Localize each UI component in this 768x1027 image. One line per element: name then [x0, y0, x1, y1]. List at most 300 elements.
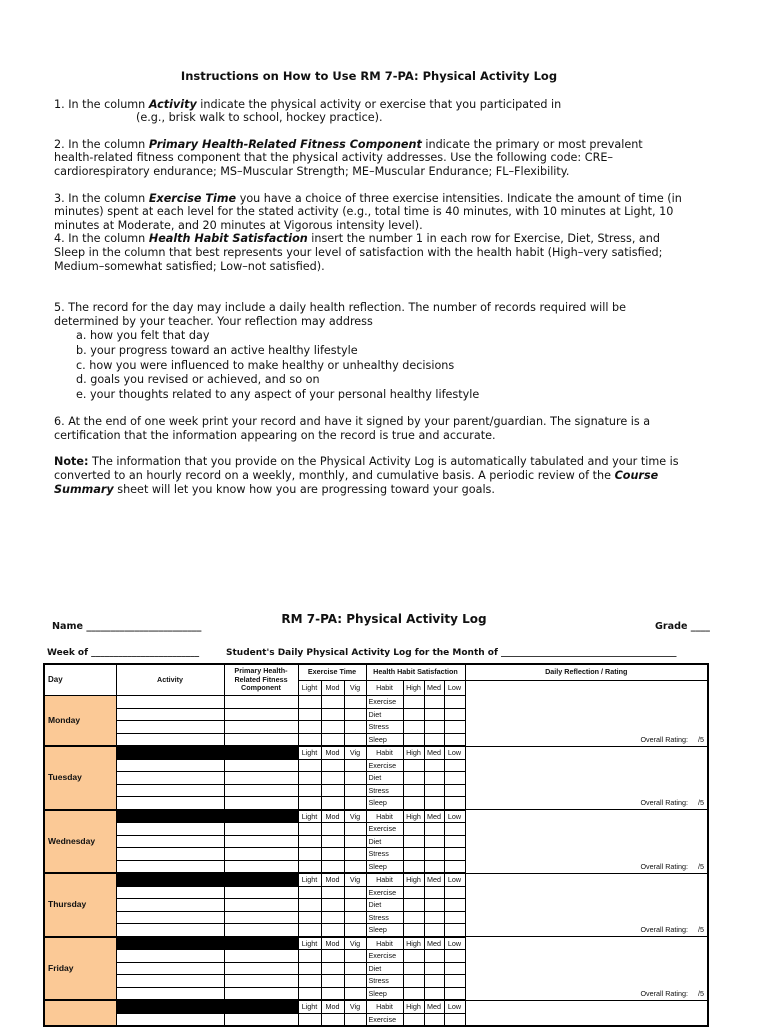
light-input[interactable] [298, 911, 321, 924]
reflection-area[interactable] [465, 1000, 708, 1013]
activity-input[interactable] [116, 848, 224, 861]
subheader-low: Low [444, 810, 465, 823]
light-input[interactable] [298, 784, 321, 797]
mod-input[interactable] [321, 835, 344, 848]
component-cell-blocked [224, 746, 298, 759]
med-input[interactable] [424, 797, 444, 810]
low-input[interactable] [444, 899, 465, 912]
overall-rating-label: Overall Rating: [640, 988, 688, 998]
overall-rating-label: Overall Rating: [640, 861, 688, 871]
activity-input[interactable] [116, 772, 224, 785]
high-input[interactable] [403, 848, 424, 861]
activity-input[interactable] [116, 1013, 224, 1026]
vig-input[interactable] [344, 911, 366, 924]
activity-input[interactable] [116, 924, 224, 937]
list-item: a. how you felt that day [76, 329, 210, 343]
med-input[interactable] [424, 721, 444, 734]
grade-field[interactable]: Grade ____ [655, 621, 710, 632]
mod-input[interactable] [321, 823, 344, 836]
med-input[interactable] [424, 1013, 444, 1026]
reflection-area[interactable] [465, 962, 708, 975]
low-input[interactable] [444, 759, 465, 772]
light-input[interactable] [298, 899, 321, 912]
table-row [44, 1013, 708, 1026]
med-input[interactable] [424, 886, 444, 899]
component-input[interactable] [224, 911, 298, 924]
med-input[interactable] [424, 759, 444, 772]
habit-label: Sleep [366, 733, 403, 746]
subheader-light: Light [298, 810, 321, 823]
light-input[interactable] [298, 733, 321, 746]
overall-rating[interactable] [465, 733, 708, 746]
activity-cell-blocked [116, 937, 224, 950]
component-input[interactable] [224, 848, 298, 861]
overall-rating-label: Overall Rating: [640, 734, 688, 744]
list-item: d. goals you revised or achieved, and so on [76, 373, 320, 387]
high-input[interactable] [403, 772, 424, 785]
day-subheader-row [44, 937, 708, 950]
day-subheader-row [44, 1000, 708, 1013]
table-row [44, 899, 708, 912]
subheader-mod: Mod [321, 810, 344, 823]
med-input[interactable] [424, 987, 444, 1000]
component-input[interactable] [224, 835, 298, 848]
vig-input[interactable] [344, 784, 366, 797]
overall-rating-max: /5 [698, 925, 704, 935]
component-input[interactable] [224, 924, 298, 937]
med-input[interactable] [424, 835, 444, 848]
subheader-low: Low [444, 873, 465, 886]
low-input[interactable] [444, 1013, 465, 1026]
med-input[interactable] [424, 899, 444, 912]
light-input[interactable] [298, 987, 321, 1000]
reflection-area[interactable] [465, 784, 708, 797]
day-label: Wednesday [44, 810, 116, 874]
low-input[interactable] [444, 911, 465, 924]
reflection-area[interactable] [465, 911, 708, 924]
vig-input[interactable] [344, 759, 366, 772]
activity-input[interactable] [116, 886, 224, 899]
subheader-low: Low [444, 746, 465, 759]
vig-input[interactable] [344, 975, 366, 988]
high-input[interactable] [403, 950, 424, 963]
med-input[interactable] [424, 924, 444, 937]
day-label [44, 1000, 116, 1026]
light-input[interactable] [298, 835, 321, 848]
mod-input[interactable] [321, 962, 344, 975]
med-input[interactable] [424, 733, 444, 746]
reflection-area[interactable] [465, 810, 708, 823]
activity-input[interactable] [116, 759, 224, 772]
table-row [44, 848, 708, 861]
activity-input[interactable] [116, 823, 224, 836]
light-input[interactable] [298, 950, 321, 963]
subheader-low: Low [444, 1000, 465, 1013]
subheader-habit: Habit [366, 746, 403, 759]
instruction-3: 3. In the column Exercise Time you have a choice of three exercise intensities. Indicate the amount of time (in minutes) spent at each level for the stated activity (e.g., total time is 40 minutes, with 10 minutes at Light, 10 minutes at Moderate, and 20 minutes at Vigorous intensity level). [54, 191, 682, 232]
vig-input[interactable] [344, 835, 366, 848]
instruction-4: 4. In the column Health Habit Satisfaction insert the number 1 in each row for Exercise, Diet, Stress, and Sleep in the column that best represents your level of satisfaction with the health habit (High–very satisfied; Medium–somewhat satisfied; Low–not satisfied). [54, 232, 663, 273]
low-input[interactable] [444, 784, 465, 797]
subheader-high: High [403, 746, 424, 759]
component-cell-blocked [224, 873, 298, 886]
reflection-area[interactable] [465, 975, 708, 988]
med-input[interactable] [424, 911, 444, 924]
component-input[interactable] [224, 950, 298, 963]
vig-input[interactable] [344, 899, 366, 912]
reflection-area[interactable] [465, 759, 708, 772]
light-input[interactable] [298, 696, 321, 709]
mod-input[interactable] [321, 784, 344, 797]
low-input[interactable] [444, 823, 465, 836]
vig-input[interactable] [344, 696, 366, 709]
med-input[interactable] [424, 848, 444, 861]
mod-input[interactable] [321, 733, 344, 746]
habit-label: Exercise [366, 886, 403, 899]
habit-label: Diet [366, 835, 403, 848]
table-row [44, 975, 708, 988]
name-field[interactable]: Name ________________________ [52, 621, 202, 632]
mod-input[interactable] [321, 848, 344, 861]
overall-rating-max: /5 [698, 798, 704, 808]
light-input[interactable] [298, 721, 321, 734]
component-input[interactable] [224, 784, 298, 797]
activity-cell-blocked [116, 810, 224, 823]
habit-label: Sleep [366, 987, 403, 1000]
mod-input[interactable] [321, 886, 344, 899]
table-row [44, 924, 708, 937]
overall-rating-max: /5 [698, 734, 704, 744]
high-input[interactable] [403, 784, 424, 797]
activity-log-table [43, 663, 709, 1027]
med-input[interactable] [424, 950, 444, 963]
high-input[interactable] [403, 975, 424, 988]
mod-input[interactable] [321, 708, 344, 721]
overall-rating[interactable] [465, 797, 708, 810]
low-input[interactable] [444, 860, 465, 873]
reflection-area[interactable] [465, 772, 708, 785]
reflection-list [54, 329, 684, 402]
activity-input[interactable] [116, 950, 224, 963]
overall-rating[interactable] [465, 987, 708, 1000]
header-component: Primary Health-Related Fitness Component [224, 664, 298, 696]
subheader-light: Light [298, 937, 321, 950]
low-input[interactable] [444, 708, 465, 721]
reflection-area[interactable] [465, 886, 708, 899]
reflection-area[interactable] [465, 746, 708, 759]
day-subheader-row [44, 873, 708, 886]
day-label: Tuesday [44, 746, 116, 810]
mod-input[interactable] [321, 911, 344, 924]
vig-input[interactable] [344, 886, 366, 899]
reflection-area[interactable] [465, 835, 708, 848]
table-row [44, 860, 708, 873]
component-input[interactable] [224, 987, 298, 1000]
activity-input[interactable] [116, 797, 224, 810]
med-input[interactable] [424, 696, 444, 709]
mod-input[interactable] [321, 899, 344, 912]
subheader-light: Light [298, 746, 321, 759]
overall-rating[interactable] [465, 924, 708, 937]
subheader-mod: Mod [321, 746, 344, 759]
reflection-area[interactable] [465, 708, 708, 721]
component-input[interactable] [224, 772, 298, 785]
day-label: Monday [44, 696, 116, 747]
component-input[interactable] [224, 733, 298, 746]
activity-input[interactable] [116, 721, 224, 734]
component-input[interactable] [224, 975, 298, 988]
component-input[interactable] [224, 721, 298, 734]
table-row [44, 772, 708, 785]
header-exercise-time: Exercise Time [298, 664, 366, 680]
mod-input[interactable] [321, 950, 344, 963]
component-input[interactable] [224, 759, 298, 772]
mod-input[interactable] [321, 721, 344, 734]
low-input[interactable] [444, 733, 465, 746]
overall-rating[interactable] [465, 860, 708, 873]
vig-input[interactable] [344, 733, 366, 746]
note: Note: The information that you provide on the Physical Activity Log is automatically tabulated and your time is converted to an hourly record on a weekly, monthly, and cumulative basis. A periodic review of the Course Summary sheet will let you know how you are progressing toward your goals. [54, 455, 679, 496]
activity-input[interactable] [116, 784, 224, 797]
low-input[interactable] [444, 721, 465, 734]
overall-rating-max: /5 [698, 861, 704, 871]
mod-input[interactable] [321, 924, 344, 937]
week-field[interactable]: Week of ________________________ [47, 648, 200, 658]
med-input[interactable] [424, 860, 444, 873]
instruction-2: 2. In the column Primary Health-Related Fitness Component indicate the primary or most prevalent health-related fitness component that the physical activity addresses. Use the following code: CRE–cardiorespiratory endurance; MS–Muscular Strength; ME–Muscular Endurance; FL–Flexibility. [54, 137, 643, 178]
high-input[interactable] [403, 823, 424, 836]
subheader-high: High [403, 937, 424, 950]
subheader-habit: Habit [366, 810, 403, 823]
high-input[interactable] [403, 1013, 424, 1026]
light-input[interactable] [298, 759, 321, 772]
vig-input[interactable] [344, 962, 366, 975]
activity-input[interactable] [116, 835, 224, 848]
low-input[interactable] [444, 696, 465, 709]
reflection-area[interactable] [465, 680, 708, 695]
table-row [44, 708, 708, 721]
component-input[interactable] [224, 797, 298, 810]
vig-input[interactable] [344, 950, 366, 963]
med-input[interactable] [424, 962, 444, 975]
high-input[interactable] [403, 759, 424, 772]
high-input[interactable] [403, 886, 424, 899]
low-input[interactable] [444, 975, 465, 988]
vig-input[interactable] [344, 987, 366, 1000]
reflection-area[interactable] [465, 1013, 708, 1026]
high-input[interactable] [403, 797, 424, 810]
component-input[interactable] [224, 1013, 298, 1026]
vig-input[interactable] [344, 848, 366, 861]
activity-input[interactable] [116, 987, 224, 1000]
subheader-light: Light [298, 680, 321, 695]
low-input[interactable] [444, 987, 465, 1000]
month-field[interactable]: Student's Daily Physical Activity Log for the Month of _______________________________________ [226, 648, 677, 658]
activity-input[interactable] [116, 860, 224, 873]
vig-input[interactable] [344, 860, 366, 873]
instruction-1: 1. In the column Activity indicate the physical activity or exercise that you participated in [54, 97, 562, 111]
habit-label: Exercise [366, 759, 403, 772]
low-input[interactable] [444, 962, 465, 975]
subheader-mod: Mod [321, 937, 344, 950]
high-input[interactable] [403, 696, 424, 709]
vig-input[interactable] [344, 721, 366, 734]
activity-input[interactable] [116, 911, 224, 924]
mod-input[interactable] [321, 975, 344, 988]
vig-input[interactable] [344, 797, 366, 810]
subheader-med: Med [424, 1000, 444, 1013]
activity-cell-blocked [116, 1000, 224, 1013]
activity-input[interactable] [116, 708, 224, 721]
reflection-area[interactable] [465, 950, 708, 963]
list-item: e. your thoughts related to any aspect of your personal healthy lifestyle [76, 387, 480, 401]
subheader-vig: Vig [344, 937, 366, 950]
activity-input[interactable] [116, 975, 224, 988]
subheader-med: Med [424, 937, 444, 950]
overall-rating-label: Overall Rating: [640, 798, 688, 808]
habit-label: Stress [366, 975, 403, 988]
light-input[interactable] [298, 708, 321, 721]
overall-rating-label: Overall Rating: [640, 925, 688, 935]
vig-input[interactable] [344, 772, 366, 785]
light-input[interactable] [298, 1013, 321, 1026]
low-input[interactable] [444, 924, 465, 937]
low-input[interactable] [444, 772, 465, 785]
low-input[interactable] [444, 835, 465, 848]
habit-label: Exercise [366, 950, 403, 963]
subheader-light: Light [298, 1000, 321, 1013]
habit-label: Exercise [366, 1013, 403, 1026]
table-row [44, 911, 708, 924]
reflection-area[interactable] [465, 721, 708, 734]
header-activity: Activity [116, 664, 224, 696]
reflection-area[interactable] [465, 823, 708, 836]
low-input[interactable] [444, 950, 465, 963]
subheader-high: High [403, 810, 424, 823]
med-input[interactable] [424, 708, 444, 721]
vig-input[interactable] [344, 1013, 366, 1026]
instruction-1-example: (e.g., brisk walk to school, hockey practice). [136, 111, 383, 125]
day-label: Thursday [44, 873, 116, 937]
mod-input[interactable] [321, 797, 344, 810]
day-subheader-row [44, 746, 708, 759]
mod-input[interactable] [321, 1013, 344, 1026]
light-input[interactable] [298, 797, 321, 810]
high-input[interactable] [403, 962, 424, 975]
light-input[interactable] [298, 848, 321, 861]
vig-input[interactable] [344, 924, 366, 937]
light-input[interactable] [298, 975, 321, 988]
subheader-vig: Vig [344, 810, 366, 823]
vig-input[interactable] [344, 823, 366, 836]
med-input[interactable] [424, 823, 444, 836]
subheader-vig: Vig [344, 680, 366, 695]
mod-input[interactable] [321, 696, 344, 709]
table-row [44, 721, 708, 734]
high-input[interactable] [403, 987, 424, 1000]
low-input[interactable] [444, 848, 465, 861]
activity-input[interactable] [116, 733, 224, 746]
high-input[interactable] [403, 721, 424, 734]
habit-label: Stress [366, 911, 403, 924]
high-input[interactable] [403, 733, 424, 746]
table-row [44, 962, 708, 975]
reflection-area[interactable] [465, 696, 708, 709]
light-input[interactable] [298, 962, 321, 975]
high-input[interactable] [403, 708, 424, 721]
table-header-row [44, 664, 708, 680]
mod-input[interactable] [321, 987, 344, 1000]
table-row [44, 759, 708, 772]
component-cell-blocked [224, 810, 298, 823]
high-input[interactable] [403, 860, 424, 873]
high-input[interactable] [403, 899, 424, 912]
habit-label: Diet [366, 962, 403, 975]
component-input[interactable] [224, 860, 298, 873]
reflection-area[interactable] [465, 899, 708, 912]
subheader-mod: Mod [321, 873, 344, 886]
component-input[interactable] [224, 962, 298, 975]
subheader-high: High [403, 680, 424, 695]
med-input[interactable] [424, 975, 444, 988]
component-input[interactable] [224, 899, 298, 912]
habit-label: Stress [366, 784, 403, 797]
day-label: Friday [44, 937, 116, 1001]
high-input[interactable] [403, 835, 424, 848]
mod-input[interactable] [321, 772, 344, 785]
light-input[interactable] [298, 823, 321, 836]
instructions-title: Instructions on How to Use RM 7-PA: Physical Activity Log [180, 69, 558, 83]
log-title: RM 7-PA: Physical Activity Log [281, 612, 487, 626]
low-input[interactable] [444, 797, 465, 810]
subheader-high: High [403, 1000, 424, 1013]
component-input[interactable] [224, 886, 298, 899]
component-input[interactable] [224, 823, 298, 836]
subheader-low: Low [444, 937, 465, 950]
vig-input[interactable] [344, 708, 366, 721]
activity-input[interactable] [116, 696, 224, 709]
med-input[interactable] [424, 784, 444, 797]
reflection-area[interactable] [465, 848, 708, 861]
subheader-mod: Mod [321, 1000, 344, 1013]
table-row [44, 733, 708, 746]
reflection-area[interactable] [465, 873, 708, 886]
light-input[interactable] [298, 860, 321, 873]
activity-input[interactable] [116, 899, 224, 912]
light-input[interactable] [298, 886, 321, 899]
component-input[interactable] [224, 708, 298, 721]
habit-label: Diet [366, 772, 403, 785]
light-input[interactable] [298, 772, 321, 785]
subheader-vig: Vig [344, 746, 366, 759]
low-input[interactable] [444, 886, 465, 899]
component-input[interactable] [224, 696, 298, 709]
light-input[interactable] [298, 924, 321, 937]
activity-cell-blocked [116, 873, 224, 886]
high-input[interactable] [403, 924, 424, 937]
med-input[interactable] [424, 772, 444, 785]
table-row [44, 784, 708, 797]
mod-input[interactable] [321, 860, 344, 873]
reflection-area[interactable] [465, 937, 708, 950]
mod-input[interactable] [321, 759, 344, 772]
activity-input[interactable] [116, 962, 224, 975]
habit-label: Sleep [366, 797, 403, 810]
subheader-high: High [403, 873, 424, 886]
high-input[interactable] [403, 911, 424, 924]
habit-label: Diet [366, 708, 403, 721]
subheader-habit: Habit [366, 1000, 403, 1013]
